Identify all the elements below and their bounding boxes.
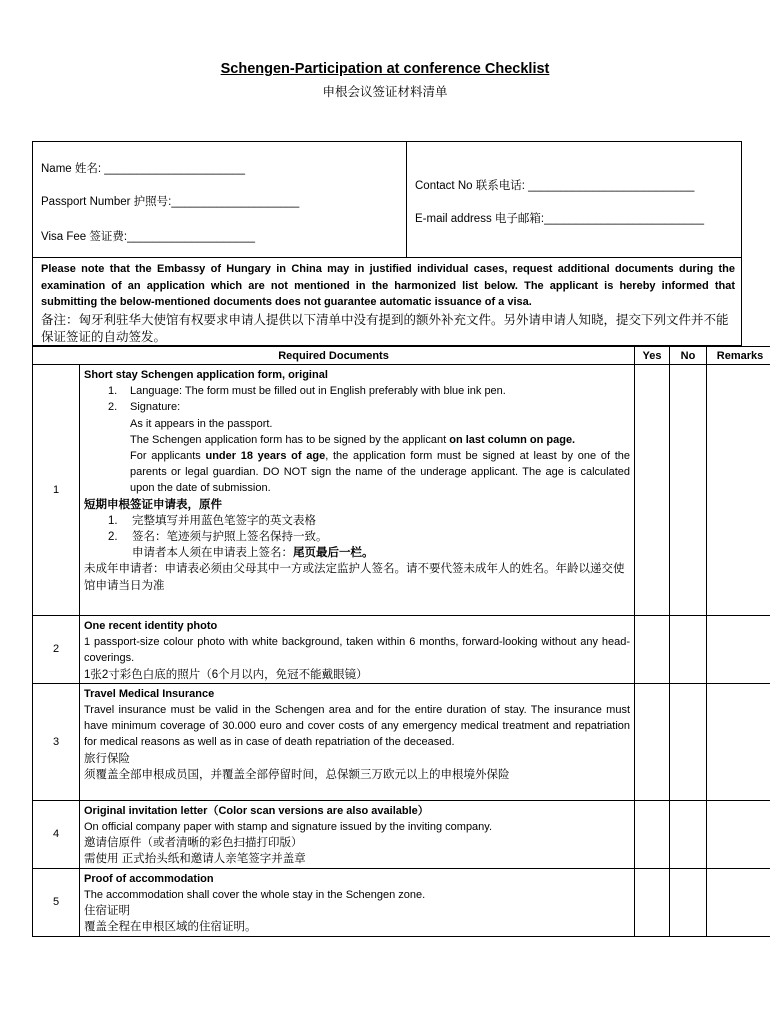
name-field[interactable]: Name 姓名: ______________________: [41, 163, 245, 175]
row-description-zh: 覆盖全程在申根区域的住宿证明。: [84, 921, 257, 934]
col-required-documents: Required Documents: [33, 347, 635, 365]
row-content: [80, 800, 635, 868]
row-description-zh: 住宿证明: [84, 905, 130, 918]
row-description-zh: 邀请信原件（或者清晰的彩色扫描打印版）: [84, 837, 303, 850]
remarks-cell[interactable]: [707, 683, 770, 800]
list-item-zh: 完整填写并用蓝色笔签字的英文表格: [132, 514, 316, 527]
row-number: 4: [33, 800, 80, 868]
required-documents-table: [32, 346, 770, 937]
row-title-zh: 短期申根签证申请表，原件: [84, 498, 222, 511]
row-description-zh: 1张2寸彩色白底的照片（6个月以内，免冠不能戴眼镜）: [84, 668, 368, 681]
notice-english: Please note that the Embassy of Hungary in China may in justified individual cases, request additional documents during the examination of an application which are not mentioned in the harmonized list below. The applicant is hereby informed that submitting the below-mentioned documents does not guarantee automatic issuance of a visa.: [41, 263, 735, 308]
table-row: [33, 683, 770, 800]
remarks-cell[interactable]: [707, 616, 770, 684]
email-field[interactable]: E-mail address 电子邮箱:_________________________: [415, 213, 704, 225]
row-description: The accommodation shall cover the whole stay in the Schengen zone.: [84, 889, 426, 902]
col-yes: Yes: [635, 347, 670, 365]
row-number: 3: [33, 683, 80, 800]
row-content: Short stay Schengen application form, original 1. Language: The form must be filled out in English preferably with blue ink pen. 2. Signature: As it appears in the passport. The Schengen application form has to be signed by the applicant on last column on page. For applicants under 18 years of age, the application form must be signed at least by one of the parents or legal guardian. DO NOT sign the name of the underage applicant. The age is calculated upon the date of submission. 短期申根签证申请表，原件 1. 完整填写并用蓝色笔签字的英文表格 2. 签名：笔迹须与护照上签名保持一致。 申请者本人须在申请表上签名：尾页最后一栏。 未成年申请者：申请表必须由父母其中一方或法定监护人签名。请不要代签未成年人的姓名。年龄以递交使馆申请当日为准: [80, 365, 635, 616]
applicant-info-box: [32, 141, 742, 258]
row-title: Original invitation letter（Color scan versions are also available）: [84, 804, 429, 817]
row-title: One recent identity photo: [84, 620, 218, 632]
page-subtitle: 申根会议签证材料清单: [322, 85, 448, 99]
table-row: [33, 616, 770, 684]
applicant-info-right: [407, 142, 741, 257]
notice-box: [32, 258, 742, 346]
row-content: [80, 868, 635, 936]
row-content: [80, 683, 635, 800]
table-row: [33, 868, 770, 936]
yes-cell[interactable]: [635, 868, 670, 936]
list-number: 2.: [108, 401, 118, 414]
row-description: On official company paper with stamp and signature issued by the inviting company.: [84, 821, 493, 834]
signature-note-zh: 申请者本人须在申请表上签名：尾页最后一栏。: [132, 547, 374, 560]
no-cell[interactable]: [670, 683, 707, 800]
no-cell[interactable]: [670, 868, 707, 936]
list-item-zh: 签名：笔迹须与护照上签名保持一致。: [132, 531, 328, 544]
row-title: Short stay Schengen application form, original: [84, 369, 328, 381]
table-row: [33, 365, 770, 616]
row-content: [80, 616, 635, 684]
yes-cell[interactable]: [635, 365, 670, 616]
notice-chinese: 备注：匈牙利驻华大使馆有权要求申请人提供以下清单中没有提到的额外补充文件。另外请申请人知晓，提交下列文件并不能保证签证的自动签发。: [41, 312, 729, 344]
page-title: Schengen-Participation at conference Checklist: [220, 61, 550, 77]
row-description-zh: 需使用 正式抬头纸和邀请人亲笔签字并盖章: [84, 853, 306, 866]
yes-cell[interactable]: [635, 683, 670, 800]
remarks-cell[interactable]: [707, 800, 770, 868]
passport-number-field[interactable]: Passport Number 护照号:____________________: [41, 196, 300, 208]
table-header-row: [33, 347, 770, 365]
list-item: Language: The form must be filled out in English preferably with blue ink pen.: [130, 385, 506, 398]
no-cell[interactable]: [670, 800, 707, 868]
list-number: 1.: [108, 385, 118, 398]
col-remarks: Remarks: [707, 347, 770, 365]
yes-cell[interactable]: [635, 800, 670, 868]
row-description-zh: 须覆盖全部申根成员国，并覆盖全部停留时间，总保额三万欧元以上的申根境外保险: [84, 768, 510, 781]
row-number: 5: [33, 868, 80, 936]
no-cell[interactable]: [670, 616, 707, 684]
row-title: Travel Medical Insurance: [84, 687, 215, 700]
signature-note-a: As it appears in the passport.: [130, 417, 273, 430]
no-cell[interactable]: [670, 365, 707, 616]
row-number: 2: [33, 616, 80, 684]
table-row: [33, 800, 770, 868]
row-description: 1 passport-size colour photo with white background, taken within 6 months, forward-looking without any head-coverings.: [84, 636, 631, 665]
row-number: 1: [33, 365, 80, 616]
list-item: Signature:: [130, 401, 181, 414]
signature-note-b: The Schengen application form has to be signed by the applicant on last column on page.: [130, 433, 576, 446]
remarks-cell[interactable]: [707, 868, 770, 936]
minor-note-zh: 未成年申请者：申请表必须由父母其中一方或法定监护人签名。请不要代签未成年人的姓名。年龄以递交使馆申请当日为准: [84, 563, 625, 592]
applicant-info-left: [33, 142, 407, 257]
row-description: Travel insurance must be valid in the Schengen area and for the entire duration of stay. The insurance must have minimum coverage of 30.000 euro and cover costs of any emergency medical treatment and repatriation for medical reasons as well as in case of death repatriation of the deceased.: [84, 704, 631, 749]
row-title: Proof of accommodation: [84, 872, 214, 885]
col-no: No: [670, 347, 707, 365]
signature-note-c: For applicants under 18 years of age, the application form must be signed at least by one of the parents or legal guardian. DO NOT sign the name of the underage applicant. The age is calculated upon the date of submission.: [130, 450, 631, 495]
visa-fee-field[interactable]: Visa Fee 签证费:____________________: [41, 231, 255, 243]
yes-cell[interactable]: [635, 616, 670, 684]
remarks-cell[interactable]: [707, 365, 770, 616]
contact-number-field[interactable]: Contact No 联系电话: __________________________: [415, 180, 695, 192]
row-description-zh: 旅行保险: [84, 752, 130, 765]
